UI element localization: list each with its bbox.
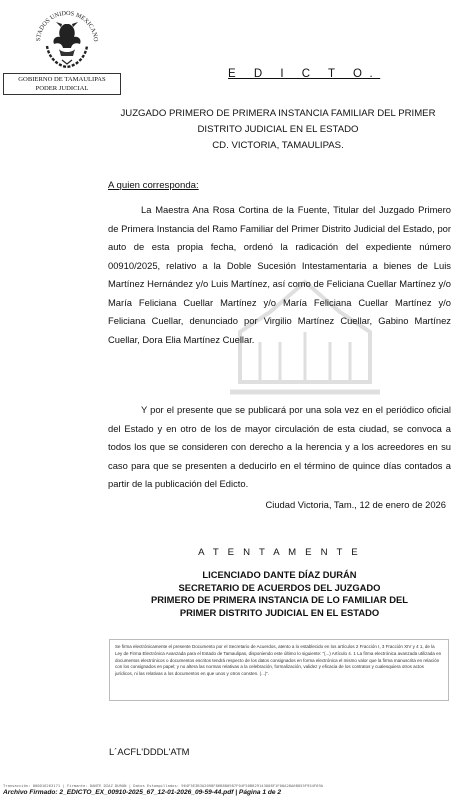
transaction-metadata: Transacción: 800D16263171 | Firmante: DANTE DÍAZ DURÁN | Datos Estampillados: 964F5E3B3A2098F86B880987F04F50B829143008F1F00A28A6B055F954F69A [3,783,324,788]
signer-block [108,569,451,619]
court-line-2: DISTRITO JUDICIAL EN EL ESTADO [197,124,359,135]
closing-atentamente: A T E N T A M E N T E [198,547,361,558]
government-box [3,73,121,95]
signer-name: LICENCIADO DANTE DÍAZ DURÁN [202,569,357,580]
gov-line-2: PODER JUDICIAL [35,85,89,92]
seal-arc-text: STADOS UNIDOS MEXICANO [34,9,100,42]
court-line-3: CD. VICTORIA, TAMAULIPAS. [212,140,344,151]
signer-role-2: PRIMERO DE PRIMERA INSTANCIA DE LO FAMILIAR DEL [151,594,408,605]
signer-role-1: SECRETARIO DE ACUERDOS DEL JUZGADO [178,581,381,593]
signer-role-3: PRIMER DISTRITO JUDICIAL EN EL ESTADO [179,606,380,618]
coat-of-arms-seal [32,4,102,74]
electronic-signature-note: Se firma electrónicamente el presente Documento por el Secretario de Acuerdos, atento a lo establecido en los artículos 2 Fracción I, 3 Fracción XIV y 4 1, de la Ley de Firma Electrónica Avanzada para el Estado de Tamaulipas, disponiendo este último lo siguiente: "(...) Artículo 4. 1 La firma electrónica avanzada utilizada en documentos electrónicos o documentos escritos tendrá respecto de los datos consignados en forma electrónica el mismo valor que la firma manuscrita en relación con los consignados en papel; y no altera las normas relativas a la celebración, formalización, validez y eficacia de los contratos y cualesquiera otros actos jurídicos, ni las relativas a los documentos en que unos y otros consten. (...)". [109,639,449,701]
court-line-1: JUZGADO PRIMERO DE PRIMERA INSTANCIA FAMILIAR DEL PRIMER [120,108,436,119]
place-and-date: Ciudad Victoria, Tam., 12 de enero de 2026 [265,499,446,510]
addressee: A quien corresponda: [108,180,199,191]
document-title: E D I C T O. [228,68,381,80]
gov-line-1: GOBIERNO DE TAMAULIPAS [18,76,106,83]
body-paragraph-1: La Maestra Ana Rosa Cortina de la Fuente, Titular del Juzgado Primero de Primera Instancia del Ramo Familiar del Primer Distrito Judicial del Estado, por auto de esta propia fecha, ordenó la radicación del expediente número 00910/2025, relativo a la Doble Sucesión Intestamentaria a bienes de Luis Martínez Hernández y/o Luis Martínez, así como de Feliciana Cuellar Martínez y/o María Feliciana Cuellar Martínez y/o María Feliciana Cuellar Martínez y/o Feliciana Cuellar, denunciado por Virgilio Martínez Cuellar, Gabino Martínez Cuellar, Dora Elia Martínez Cuellar. [108,204,451,345]
court-header [108,106,448,154]
initials: L´ACFL'DDDL'ATM [109,746,190,757]
body-paragraph-2: Y por el presente que se publicará por una sola vez en el periódico oficial del Estado y en otro de los de mayor circulación de esta ciudad, se convoca a todos los que se consideren con derecho a la herencia y a los acreedores en su caso para que se presenten a deducirlo en el término de quince días contados a partir de la publicación del Edicto. [108,404,451,489]
signed-file-footer: Archivo Firmado: 2_EDICTO_EX_00910-2025_67_12-01-2026_09-59-44.pdf | Página 1 de 2 [3,789,282,796]
